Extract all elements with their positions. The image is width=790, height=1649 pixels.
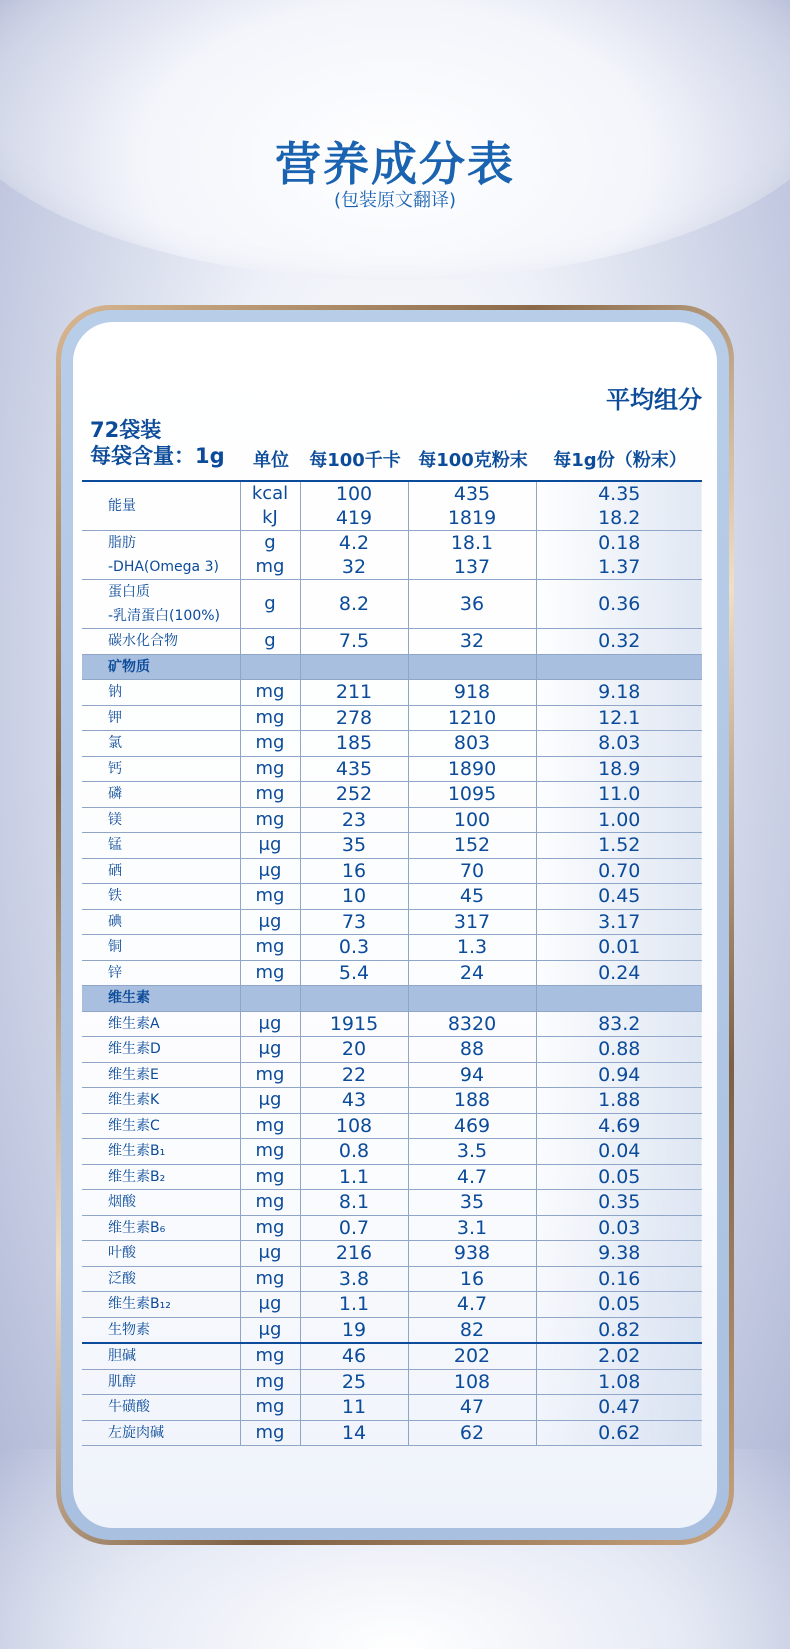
value-per-1g: 0.45 [536, 884, 702, 910]
value-per-100kcal: 0.8 [300, 1139, 408, 1165]
value-per-1g: 4.69 [536, 1113, 702, 1139]
section-empty-cell [240, 986, 300, 1012]
value-per-100g: 16 [408, 1266, 536, 1292]
nutrient-name: 硒 [82, 858, 240, 884]
nutrient-name: 钠 [82, 680, 240, 706]
value-per-1g: 18.9 [536, 756, 702, 782]
value-per-1g: 9.38 [536, 1241, 702, 1267]
value-per-100g: 152 [408, 833, 536, 859]
value-per-100kcal: 435 [300, 756, 408, 782]
nutrient-unit: μg [240, 1317, 300, 1343]
nutrient-row [82, 833, 702, 859]
nutrient-row [82, 481, 702, 531]
value-per-100g: 47 [408, 1395, 536, 1421]
value-per-1g: 0.05 [536, 1164, 702, 1190]
nutrient-name: 肌醇 [82, 1369, 240, 1395]
per-pack-content-label: 每袋含量：1g [90, 444, 225, 468]
value-per-1g: 2.02 [536, 1343, 702, 1369]
value-per-100kcal: 11 [300, 1395, 408, 1421]
value-per-1g: 8.03 [536, 731, 702, 757]
nutrient-unit: μg [240, 1088, 300, 1114]
value-per-100kcal: 1.1 [300, 1292, 408, 1318]
value-per-100g: 62 [408, 1420, 536, 1446]
nutrient-name: 生物素 [82, 1317, 240, 1343]
nutrient-row [82, 1113, 702, 1139]
column-header-unit: 单位 [253, 450, 289, 471]
value-per-1g: 11.0 [536, 782, 702, 808]
nutrient-row [82, 1395, 702, 1421]
nutrient-row [82, 858, 702, 884]
nutrient-name: 铁 [82, 884, 240, 910]
value-per-1g: 0.05 [536, 1292, 702, 1318]
nutrient-name: 磷 [82, 782, 240, 808]
value-per-100g: 803 [408, 731, 536, 757]
nutrient-name: 维生素C [82, 1113, 240, 1139]
nutrient-unit: mg [240, 1369, 300, 1395]
nutrient-unit: mg [240, 731, 300, 757]
nutrient-name: 蛋白质 -乳清蛋白(100%) [82, 580, 240, 629]
value-per-1g: 9.18 [536, 680, 702, 706]
section-empty-cell [536, 654, 702, 680]
nutrient-name: 维生素K [82, 1088, 240, 1114]
nutrient-unit: μg [240, 858, 300, 884]
section-row [82, 986, 702, 1012]
nutrient-name: 钙 [82, 756, 240, 782]
value-per-100kcal: 46 [300, 1343, 408, 1369]
value-per-100g: 100 [408, 807, 536, 833]
nutrient-name: 维生素B₂ [82, 1164, 240, 1190]
nutrient-name: 左旋肉碱 [82, 1420, 240, 1446]
value-per-100g: 32 [408, 629, 536, 655]
nutrient-row [82, 884, 702, 910]
value-per-1g: 0.94 [536, 1062, 702, 1088]
value-per-100g: 435 1819 [408, 481, 536, 531]
nutrient-unit: mg [240, 935, 300, 961]
nutrient-row [82, 1062, 702, 1088]
section-label: 矿物质 [82, 654, 240, 680]
nutrient-name: 维生素B₁₂ [82, 1292, 240, 1318]
nutrient-name: 钾 [82, 705, 240, 731]
value-per-100kcal: 278 [300, 705, 408, 731]
value-per-100g: 4.7 [408, 1164, 536, 1190]
nutrient-row [82, 531, 702, 580]
nutrient-name: 铜 [82, 935, 240, 961]
value-per-100g: 918 [408, 680, 536, 706]
value-per-1g: 1.88 [536, 1088, 702, 1114]
section-row [82, 654, 702, 680]
nutrient-name: 牛磺酸 [82, 1395, 240, 1421]
nutrient-unit: g [240, 629, 300, 655]
value-per-1g: 4.35 18.2 [536, 481, 702, 531]
value-per-1g: 1.00 [536, 807, 702, 833]
nutrient-row [82, 960, 702, 986]
nutrient-unit: mg [240, 1395, 300, 1421]
column-header-per-1g: 每1g份（粉末） [553, 450, 687, 471]
nutrient-row [82, 1164, 702, 1190]
value-per-1g: 0.16 [536, 1266, 702, 1292]
value-per-1g: 0.35 [536, 1190, 702, 1216]
nutrient-row [82, 1088, 702, 1114]
average-composition-label: 平均组分 [606, 386, 702, 414]
page-title: 营养成分表 [275, 137, 515, 191]
value-per-100kcal: 23 [300, 807, 408, 833]
nutrient-row [82, 680, 702, 706]
nutrient-row [82, 705, 702, 731]
value-per-100g: 3.1 [408, 1215, 536, 1241]
value-per-1g: 0.04 [536, 1139, 702, 1165]
value-per-100kcal: 4.2 32 [300, 531, 408, 580]
value-per-100kcal: 3.8 [300, 1266, 408, 1292]
value-per-1g: 1.08 [536, 1369, 702, 1395]
nutrient-name: 碳水化合物 [82, 629, 240, 655]
nutrient-unit: μg [240, 1292, 300, 1318]
value-per-100g: 1210 [408, 705, 536, 731]
nutrient-unit: mg [240, 680, 300, 706]
value-per-100kcal: 108 [300, 1113, 408, 1139]
value-per-100g: 108 [408, 1369, 536, 1395]
value-per-100kcal: 8.1 [300, 1190, 408, 1216]
value-per-100g: 8320 [408, 1011, 536, 1037]
value-per-100kcal: 19 [300, 1317, 408, 1343]
nutrient-row [82, 1317, 702, 1343]
nutrient-unit: mg [240, 1190, 300, 1216]
nutrient-row [82, 629, 702, 655]
nutrient-unit: μg [240, 1037, 300, 1063]
value-per-100g: 317 [408, 909, 536, 935]
value-per-1g: 0.36 [536, 580, 702, 629]
value-per-100g: 88 [408, 1037, 536, 1063]
pack-count-label: 72袋装 [90, 418, 162, 442]
nutrient-row [82, 1241, 702, 1267]
nutrient-row [82, 782, 702, 808]
nutrient-name: 胆碱 [82, 1343, 240, 1369]
nutrient-row [82, 807, 702, 833]
nutrient-unit: mg [240, 1420, 300, 1446]
nutrient-name: 碘 [82, 909, 240, 935]
nutrient-name: 烟酸 [82, 1190, 240, 1216]
nutrient-row [82, 909, 702, 935]
value-per-100g: 1095 [408, 782, 536, 808]
value-per-100kcal: 8.2 [300, 580, 408, 629]
nutrient-unit: μg [240, 1011, 300, 1037]
nutrient-unit: mg [240, 1164, 300, 1190]
nutrient-name: 维生素B₆ [82, 1215, 240, 1241]
value-per-100g: 1.3 [408, 935, 536, 961]
value-per-100g: 4.7 [408, 1292, 536, 1318]
nutrition-table [82, 480, 702, 1446]
value-per-100g: 18.1 137 [408, 531, 536, 580]
value-per-1g: 0.01 [536, 935, 702, 961]
value-per-1g: 0.47 [536, 1395, 702, 1421]
nutrient-unit: g [240, 580, 300, 629]
value-per-100kcal: 16 [300, 858, 408, 884]
column-header-per-100g: 每100克粉末 [418, 450, 528, 471]
value-per-100kcal: 211 [300, 680, 408, 706]
nutrient-name: 锌 [82, 960, 240, 986]
nutrient-row [82, 1369, 702, 1395]
value-per-100kcal: 185 [300, 731, 408, 757]
value-per-100g: 94 [408, 1062, 536, 1088]
value-per-100kcal: 1.1 [300, 1164, 408, 1190]
column-header-per-100kcal: 每100千卡 [309, 450, 401, 471]
nutrient-unit: mg [240, 756, 300, 782]
nutrient-row [82, 1139, 702, 1165]
value-per-100g: 24 [408, 960, 536, 986]
value-per-100kcal: 0.7 [300, 1215, 408, 1241]
nutrient-unit: mg [240, 782, 300, 808]
value-per-100kcal: 252 [300, 782, 408, 808]
nutrient-name: 锰 [82, 833, 240, 859]
nutrient-unit: mg [240, 807, 300, 833]
value-per-1g: 0.32 [536, 629, 702, 655]
value-per-100kcal: 10 [300, 884, 408, 910]
value-per-1g: 3.17 [536, 909, 702, 935]
value-per-1g: 0.82 [536, 1317, 702, 1343]
nutrient-row [82, 1266, 702, 1292]
value-per-100kcal: 20 [300, 1037, 408, 1063]
value-per-1g: 0.03 [536, 1215, 702, 1241]
value-per-100g: 469 [408, 1113, 536, 1139]
nutrient-row [82, 1037, 702, 1063]
nutrient-unit: mg [240, 884, 300, 910]
value-per-100kcal: 216 [300, 1241, 408, 1267]
value-per-1g: 0.88 [536, 1037, 702, 1063]
section-empty-cell [408, 654, 536, 680]
value-per-100g: 938 [408, 1241, 536, 1267]
nutrient-name: 能量 [82, 481, 240, 531]
section-label: 维生素 [82, 986, 240, 1012]
value-per-100g: 3.5 [408, 1139, 536, 1165]
nutrient-row [82, 756, 702, 782]
nutrient-row [82, 1190, 702, 1216]
nutrient-name: 泛酸 [82, 1266, 240, 1292]
section-empty-cell [300, 986, 408, 1012]
value-per-100kcal: 7.5 [300, 629, 408, 655]
value-per-100kcal: 14 [300, 1420, 408, 1446]
nutrient-name: 维生素E [82, 1062, 240, 1088]
nutrient-unit: mg [240, 960, 300, 986]
nutrient-name: 叶酸 [82, 1241, 240, 1267]
section-empty-cell [536, 986, 702, 1012]
value-per-100kcal: 22 [300, 1062, 408, 1088]
value-per-100g: 45 [408, 884, 536, 910]
section-empty-cell [240, 654, 300, 680]
nutrient-name: 氯 [82, 731, 240, 757]
value-per-100g: 36 [408, 580, 536, 629]
value-per-100kcal: 5.4 [300, 960, 408, 986]
nutrient-unit: mg [240, 1215, 300, 1241]
value-per-100g: 82 [408, 1317, 536, 1343]
nutrient-name: 维生素B₁ [82, 1139, 240, 1165]
nutrient-unit: g mg [240, 531, 300, 580]
nutrient-unit: mg [240, 1343, 300, 1369]
value-per-100kcal: 100 419 [300, 481, 408, 531]
nutrient-row [82, 1292, 702, 1318]
value-per-100kcal: 25 [300, 1369, 408, 1395]
page-subtitle: (包装原文翻译) [333, 190, 457, 211]
nutrient-unit: mg [240, 1062, 300, 1088]
nutrient-name: 维生素A [82, 1011, 240, 1037]
nutrient-unit: μg [240, 1241, 300, 1267]
value-per-100g: 70 [408, 858, 536, 884]
nutrient-unit: mg [240, 705, 300, 731]
nutrient-name: 脂肪 -DHA(Omega 3) [82, 531, 240, 580]
value-per-1g: 1.52 [536, 833, 702, 859]
nutrient-row [82, 731, 702, 757]
section-empty-cell [300, 654, 408, 680]
value-per-1g: 83.2 [536, 1011, 702, 1037]
nutrient-row [82, 1011, 702, 1037]
nutrient-unit: mg [240, 1113, 300, 1139]
value-per-1g: 0.18 1.37 [536, 531, 702, 580]
value-per-100kcal: 0.3 [300, 935, 408, 961]
nutrient-name: 维生素D [82, 1037, 240, 1063]
nutrient-unit: mg [240, 1266, 300, 1292]
nutrient-row [82, 1420, 702, 1446]
value-per-100g: 188 [408, 1088, 536, 1114]
nutrient-unit: μg [240, 833, 300, 859]
nutrient-row [82, 1343, 702, 1369]
value-per-1g: 0.62 [536, 1420, 702, 1446]
value-per-1g: 0.70 [536, 858, 702, 884]
section-empty-cell [408, 986, 536, 1012]
value-per-100g: 35 [408, 1190, 536, 1216]
nutrient-unit: mg [240, 1139, 300, 1165]
value-per-1g: 0.24 [536, 960, 702, 986]
value-per-100g: 1890 [408, 756, 536, 782]
value-per-100kcal: 43 [300, 1088, 408, 1114]
value-per-100kcal: 73 [300, 909, 408, 935]
nutrient-name: 镁 [82, 807, 240, 833]
nutrient-row [82, 580, 702, 629]
nutrient-row [82, 935, 702, 961]
value-per-1g: 12.1 [536, 705, 702, 731]
value-per-100g: 202 [408, 1343, 536, 1369]
nutrient-row [82, 1215, 702, 1241]
nutrient-unit: kcal kJ [240, 481, 300, 531]
value-per-100kcal: 1915 [300, 1011, 408, 1037]
nutrient-unit: μg [240, 909, 300, 935]
value-per-100kcal: 35 [300, 833, 408, 859]
